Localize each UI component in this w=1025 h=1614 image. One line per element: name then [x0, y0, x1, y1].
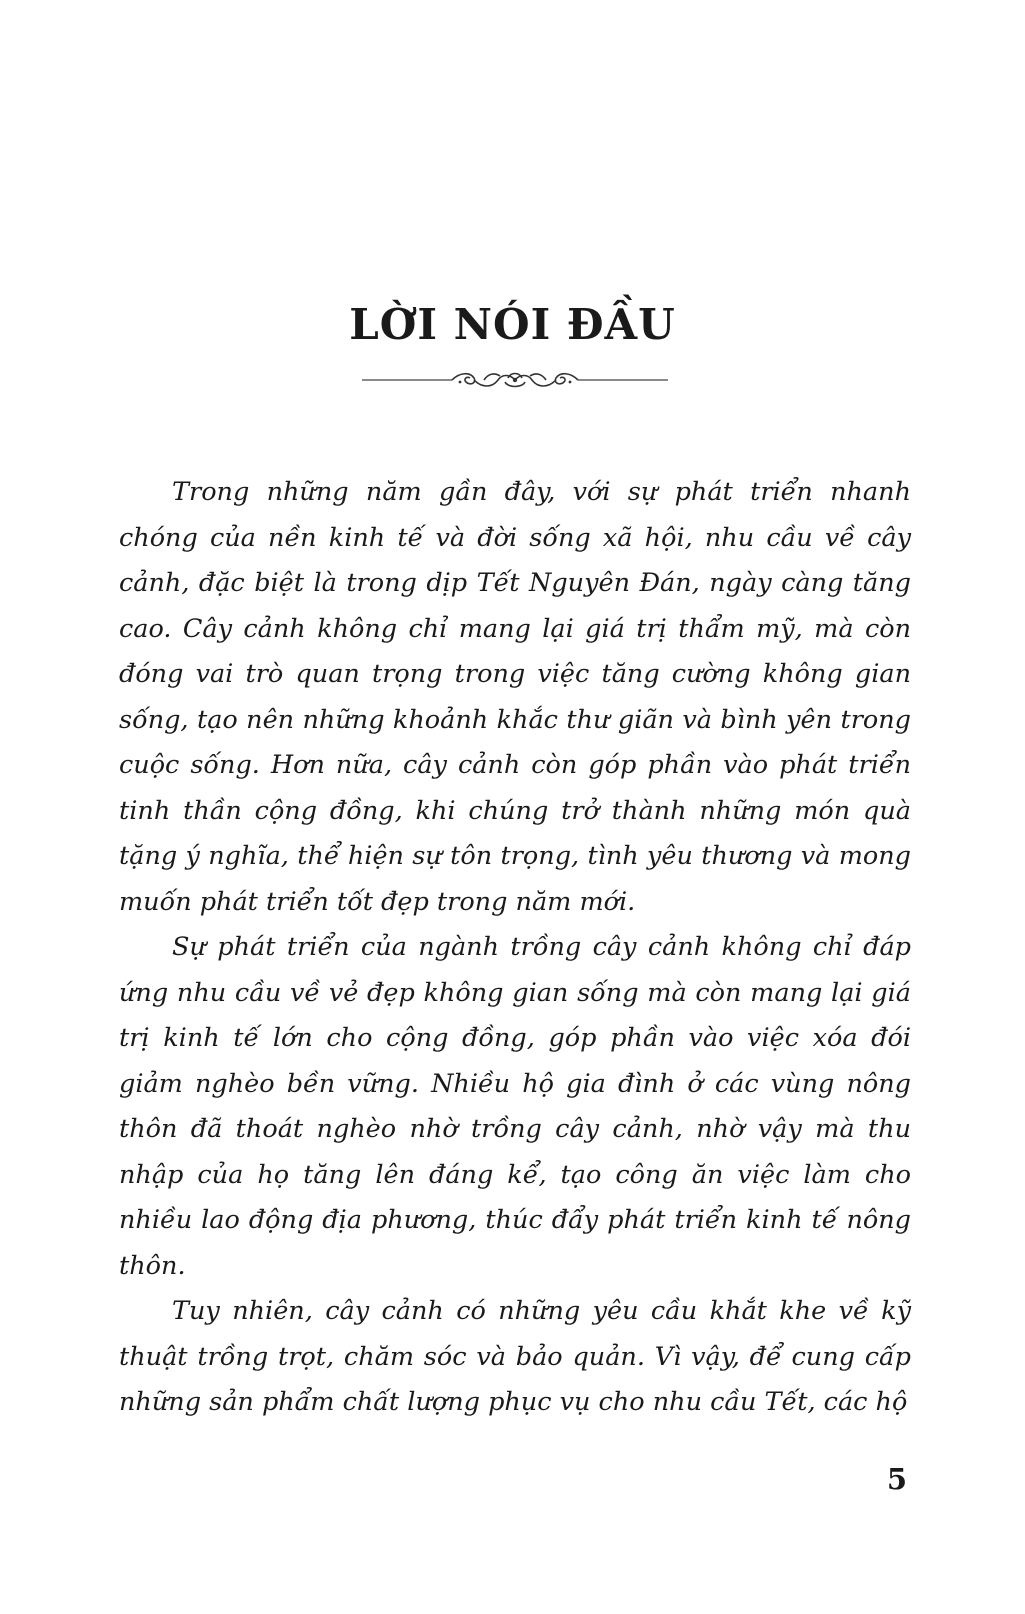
paragraph-1: Trong những năm gần đây, với sự phát triển nhanh chóng của nền kinh tế và đời sống xã hội, nhu cầu về cây cảnh, đặc biệt là trong dịp Tết Nguyên Đán, ngày càng tăng cao. Cây cảnh không chỉ mang lại giá trị thẩm mỹ, mà còn đóng vai trò quan trọng trong việc tăng cường không gian sống, tạo nên những khoảnh khắc thư giãn và bình yên trong cuộc sống. Hơn nữa, cây cảnh còn góp phần vào phát triển tinh thần cộng đồng, khi chúng trở thành những món quà tặng ý nghĩa, thể hiện sự tôn trọng, tình yêu thương và mong muốn phát triển tốt đẹp trong năm mới. — [119, 477, 911, 917]
flourish-divider-icon — [360, 368, 670, 392]
paragraph-3: Tuy nhiên, cây cảnh có những yêu cầu khắt khe về kỹ thuật trồng trọt, chăm sóc và bảo quản. Vì vậy, để cung cấp những sản phẩm chất lượng phục vụ cho nhu cầu Tết, các hộ — [119, 1296, 911, 1417]
paragraph-2: Sự phát triển của ngành trồng cây cảnh không chỉ đáp ứng nhu cầu về vẻ đẹp không gian sống mà còn mang lại giá trị kinh tế lớn cho cộng đồng, góp phần vào việc xóa đói giảm nghèo bền vững. Nhiều hộ gia đình ở các vùng nông thôn đã thoát nghèo nhờ trồng cây cảnh, nhờ vậy mà thu nhập của họ tăng lên đáng kể, tạo công ăn việc làm cho nhiều lao động địa phương, thúc đẩy phát triển kinh tế nông thôn. — [119, 932, 911, 1281]
page-number: 5 — [886, 1462, 907, 1496]
preface-body — [119, 470, 911, 1426]
page-title: LỜI NÓI ĐẦU — [349, 300, 676, 349]
